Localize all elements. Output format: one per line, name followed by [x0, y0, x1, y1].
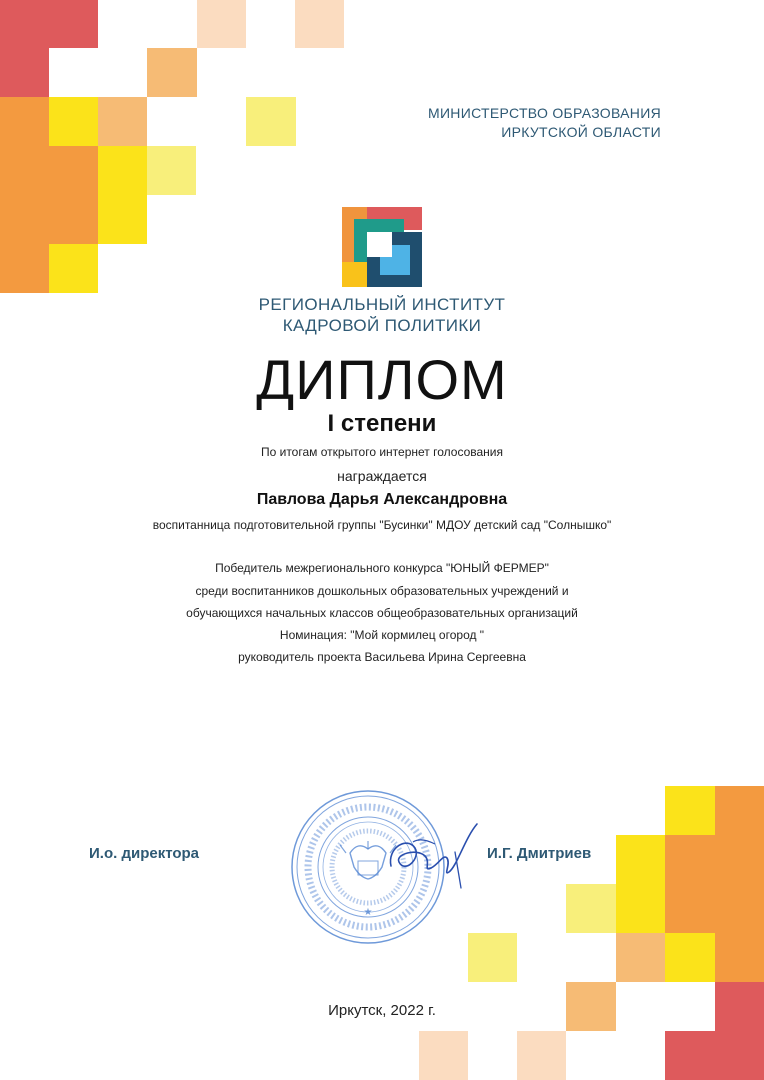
director-signature-icon [385, 818, 485, 893]
detail-line: Номинация: "Мой кормилец огород " [279, 628, 485, 642]
institute-line-1: РЕГИОНАЛЬНЫЙ ИНСТИТУТ [258, 295, 506, 314]
detail-line: Победитель межрегионального конкурса "ЮНЫЙ ФЕРМЕР" [215, 561, 549, 575]
ministry-header [428, 104, 661, 142]
ministry-line-2: ИРКУТСКОЙ ОБЛАСТИ [501, 124, 661, 140]
svg-text:★: ★ [363, 907, 373, 918]
ministry-line-1: МИНИСТЕРСТВО ОБРАЗОВАНИЯ [427, 105, 661, 121]
signer-name: И.Г. Дмитриев [487, 845, 592, 862]
diploma-degree: I степени [327, 410, 437, 437]
institute-logo-icon [342, 207, 422, 287]
signer-position: И.о. директора [89, 845, 200, 862]
place-date: Иркутск, 2022 г. [328, 1002, 436, 1019]
awarded-label: награждается [337, 468, 427, 484]
diploma-title: ДИПЛОМ [256, 348, 508, 411]
detail-line: обучающихся начальных классов общеобразовательных организаций [186, 606, 578, 620]
institute-line-2: КАДРОВОЙ ПОЛИТИКИ [282, 316, 482, 335]
institute-name [0, 294, 764, 336]
detail-line: руководитель проекта Васильева Ирина Сергеевна [238, 650, 526, 664]
recipient-name: Павлова Дарья Александровна [256, 491, 508, 508]
recipient-affiliation: воспитанница подготовительной группы "Бусинки" МДОУ детский сад "Солнышко" [152, 518, 612, 532]
detail-line: среди воспитанников дошкольных образовательных учреждений и [195, 584, 569, 598]
award-basis: По итогам открытого интернет голосования [260, 445, 503, 459]
